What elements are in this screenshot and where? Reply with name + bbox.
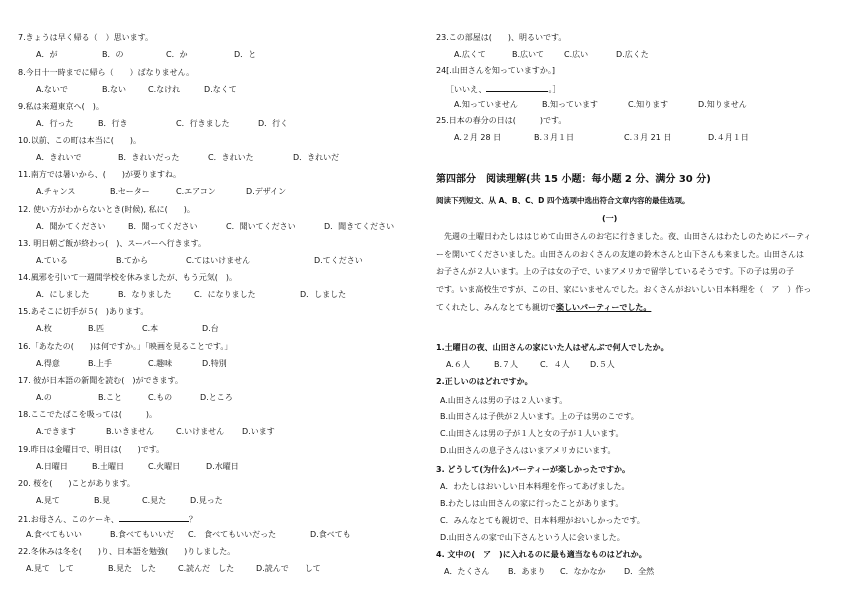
q7-option-c: C．か [166,50,188,59]
q25-option-b: B.３月１日 [534,133,575,142]
q20-option-b: B.見 [94,496,111,505]
q21-option-d: D.食べても [310,530,351,539]
q24-option-c: C.知ります [628,100,669,109]
rq4-option-a: A．たくさん [444,567,490,576]
q10-option-a: A．きれいで [36,153,82,162]
q18-option-c: C.いけません [176,427,225,436]
q18-option-b: B.いきません [106,427,155,436]
passage-number: (一) [602,214,618,223]
passage-line-3: お子さんが２人います。上の子は女の子で、いまアメリカで留学しているそうです。下の子は男の子 [436,267,794,276]
q21-option-b: B.食べてもいいだ [110,530,175,539]
reading-question-2: 2.正しいのはどれですか。 [436,377,533,386]
q9-option-a: A．行った [36,119,74,128]
q7-option-d: D．と [234,50,257,59]
q20-option-d: D.見った [190,496,223,505]
q7-option-a: A．が [36,50,58,59]
q9-option-b: B．行き [98,119,128,128]
q23-option-b: B.広いて [512,50,545,59]
q19-option-b: B.土曜日 [92,462,125,471]
reading-question-3: 3. どうして(为什么)パーティーが楽しかったですか。 [436,465,631,474]
q21-option-c: C. 食べてもいいだった [188,530,277,539]
q17-option-b: B.こと [98,393,123,402]
question-8: 8.今日十一時までに帰ら（ ）ばなりません。 [18,68,195,77]
question-22: 22.冬休みは冬を( )り、日本語を勉強( )りしました。 [18,547,236,556]
q25-option-d: D.４月１日 [708,133,749,142]
rq2-option-b: B.山田さんは子供が２人います。上の子は男のこです。 [440,412,639,421]
question-20: 20. 桜を( )ことがあります。 [18,479,135,488]
q14-option-b: B．なりました [118,290,172,299]
question-11: 11.南方では暑いから、( )が要りますね。 [18,170,181,179]
q22-option-d: D.読んで して [256,564,321,573]
q12-option-a: A．聞かてください [36,222,106,231]
q17-option-c: C.もの [148,393,173,402]
rq4-option-c: C．なかなか [560,567,606,576]
passage-line-5 [436,303,651,313]
q22-option-a: A.見て して [26,564,74,573]
q23-option-c: C.広い [564,50,589,59]
q11-option-b: B.セーター [110,187,150,196]
q15-option-c: C.本 [142,324,159,333]
q16-option-a: A.得意 [36,359,60,368]
rq3-option-c: C．みんなとても親切で、日本料理がおいしかったです。 [440,516,645,525]
passage-line-5-text: てくれたし、みんなとても親切で [436,303,556,312]
question-21-text: 21.お母さん、このケーキ、 [18,515,119,524]
q7-option-b: B．の [102,50,124,59]
q22-option-b: B.見た した [108,564,157,573]
q25-option-a: A.２月 28 日 [454,133,502,142]
answer-blank [119,513,189,522]
passage-line-1: 先週の土曜日わたしははじめて山田さんのお宅に行きました。夜、山田さんはわたしのためにパーティ [436,232,812,241]
passage-underlined-phrase: 楽しいパーティーでした。 [556,303,652,312]
q21-option-a: A.食べてもいい [26,530,82,539]
q13-option-b: B.てから [116,256,149,265]
rq3-option-d: D.山田さんの家で山下さんという人に会いました。 [440,533,625,542]
q19-option-d: D.水曜日 [206,462,239,471]
question-21 [18,513,197,525]
q18-option-a: A.できます [36,427,76,436]
q16-option-c: C.趣味 [148,359,173,368]
q15-option-d: D.台 [202,324,219,333]
q10-option-b: B．きれいだった [118,153,180,162]
rq1-option-d: D.５人 [590,360,615,369]
answer-blank [486,83,548,92]
rq1-option-b: B.７人 [494,360,519,369]
passage-line-4: です。いま高校生ですが、この日、家にいませんでした。おくさんがおいしい日本料理を（ ア ）作っ [436,285,812,294]
q8-option-c: C.なけれ [148,85,181,94]
q12-option-c: C．聞いてください [226,222,296,231]
rq2-option-d: D.山田さんの息子さんはいまアメリカにいます。 [440,446,616,455]
question-24-answer-start: ［いいえ、 [446,85,487,94]
q14-option-a: A．にしました [36,290,90,299]
q13-option-a: A.ている [36,256,68,265]
rq3-option-a: A．わたしはおいしい日本料理を作ってあげました。 [440,482,630,491]
question-24-answer-line [446,83,560,95]
q10-option-c: C．きれいた [208,153,254,162]
rq4-option-d: D．全然 [624,567,655,576]
q12-option-d: D．聞きてください [324,222,395,231]
q11-option-c: C.エアコン [176,187,216,196]
q20-option-c: C.見た [142,496,167,505]
q23-option-a: A.広くて [454,50,486,59]
q24-option-d: D.知りません [698,100,747,109]
rq2-option-a: A.山田さんは男の子は２人います。 [440,396,568,405]
rq4-option-b: B．あまり [508,567,546,576]
question-16: 16.「あなたの( )は何ですか。」「映画を見ることです。」 [18,342,233,351]
reading-question-1: 1.土曜日の夜、山田さんの家にいた人はぜんぶで何人でしたか。 [436,343,669,352]
question-7: 7.きょうは早く帰る（ ）思います。 [18,33,153,42]
question-18: 18.ここでたばこを吸っては( )。 [18,410,157,419]
q8-option-b: B.ない [102,85,127,94]
q14-option-c: C．になりました [194,290,256,299]
section-4-instruction: 阅读下列短文、从 A、B、C、D 四个选项中选出符合文章内容的最佳选项。 [436,196,690,205]
q17-option-d: D.ところ [200,393,233,402]
question-12: 12. 使い方がわからないとき(时候), 私に( )。 [18,205,195,214]
question-13: 13. 明日朝ご飯が終わっ( )、スーパーへ行きます。 [18,239,206,248]
q24-option-a: A.知っていません [454,100,518,109]
q8-option-d: D.なくて [204,85,237,94]
q22-option-c: C.読んだ した [178,564,235,573]
rq1-option-a: A.６人 [446,360,470,369]
question-24: 24[.山田さんを知っていますか。] [436,66,555,75]
q12-option-b: B．聞ってください [128,222,198,231]
question-24-answer-end: 。］ [548,85,561,94]
q16-option-b: B.上手 [88,359,113,368]
question-9: 9.私は来週東京へ( )。 [18,102,104,111]
passage-line-2: ーを開いてくださいました。山田さんのおくさんの友達の鈴木さんと山下さんも来ました。山田さんは [436,250,804,259]
q19-option-a: A.日曜日 [36,462,68,471]
q23-option-d: D.広くた [616,50,649,59]
question-23: 23.この部屋は( )、明るいです。 [436,33,567,42]
q13-option-d: D.てください [314,256,363,265]
question-17: 17. 彼が日本語の新聞を読む( )ができます。 [18,376,183,385]
rq2-option-c: C.山田さんは男の子が１人と女の子が１人います。 [440,429,624,438]
question-10: 10.以前、この町は本当に( )。 [18,136,141,145]
q9-option-d: D．行く [258,119,289,128]
question-25: 25.日本の春分の日は( )です。 [436,116,567,125]
q8-option-a: A.ないで [36,85,68,94]
question-21-end: ？ [188,515,197,524]
q18-option-d: D.います [242,427,275,436]
rq1-option-c: C．４人 [540,360,570,369]
reading-question-4: 4. 文中の( ア )に入れるのに最も適当なものはどれか。 [436,550,647,559]
question-15: 15.あそこに切手が５( )あります。 [18,307,149,316]
q9-option-c: C．行きました [176,119,230,128]
q15-option-a: A.枚 [36,324,52,333]
q25-option-c: C.３月 21 日 [624,133,672,142]
q10-option-d: D．きれいだ [293,153,340,162]
question-19: 19.昨日は金曜日で、明日は( )です。 [18,445,165,454]
q19-option-c: C.火曜日 [148,462,181,471]
q24-option-b: B.知っています [542,100,599,109]
question-14: 14.風邪を引いて一週間学校を休みましたが、もう元気( )。 [18,273,237,282]
section-4-title: 第四部分 阅读理解(共 15 小题：每小题 2 分、满分 30 分) [436,174,711,185]
q17-option-a: A.の [36,393,52,402]
q15-option-b: B.匹 [88,324,105,333]
q11-option-d: D.デザイン [246,187,287,196]
q20-option-a: A.見て [36,496,60,505]
q11-option-a: A.チャンス [36,187,76,196]
q14-option-d: D．しました [300,290,347,299]
rq3-option-b: B.わたしは山田さんの家に行ったことがあります。 [440,499,624,508]
q16-option-d: D.特別 [202,359,227,368]
q13-option-c: C.てはいけません [186,256,251,265]
